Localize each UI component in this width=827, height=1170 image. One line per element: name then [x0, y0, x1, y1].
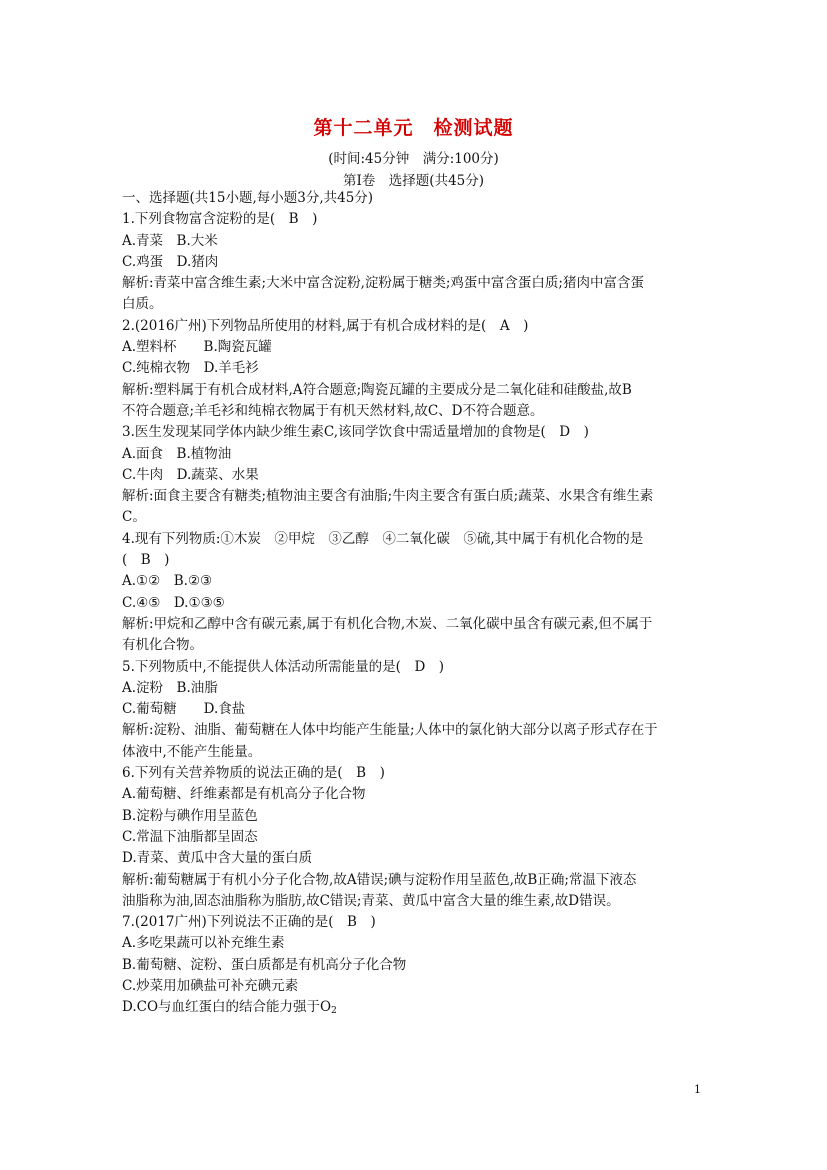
- text-line: 解析:甲烷和乙醇中含有碳元素,属于有机化合物,木炭、二氧化碳中虽含有碳元素,但不属于: [122, 615, 653, 632]
- text-line: B.葡萄糖、淀粉、蛋白质都是有机高分子化合物: [122, 956, 407, 973]
- text-line: 6.下列有关营养物质的说法正确的是( B ): [122, 765, 385, 782]
- text-lines: [122, 188, 707, 997]
- text-line: 解析:面食主要含有糖类;植物油主要含有油脂;牛肉主要含有蛋白质;蔬菜、水果含有维生素: [122, 488, 654, 505]
- text-line: A.淀粉 B.油脂: [122, 679, 218, 696]
- text-line: C.鸡蛋 D.猪肉: [122, 253, 219, 270]
- text-line: 2.(2016广州)下列物品所使用的材料,属于有机合成材料的是( A ): [122, 317, 529, 334]
- text-line: B.淀粉与碘作用呈蓝色: [122, 807, 258, 824]
- text-line: 3.医生发现某同学体内缺少维生素C,该同学饮食中需适量增加的食物是( D ): [122, 424, 589, 441]
- text-line: 5.下列物质中,不能提供人体活动所需能量的是( D ): [122, 658, 445, 675]
- text-line: 1.下列食物富含淀粉的是( B ): [122, 211, 318, 228]
- text-line: A.多吃果蔬可以补充维生素: [122, 935, 285, 952]
- text-line: 7.(2017广州)下列说法不正确的是( B ): [122, 914, 376, 931]
- page-title: 第十二单元 检测试题: [313, 117, 514, 139]
- text-line: A.葡萄糖、纤维素都是有机高分子化合物: [122, 786, 366, 803]
- page-number: 1: [694, 1083, 701, 1096]
- text-line: 油脂称为油,固态油脂称为脂肪,故C错误;青菜、黄瓜中富含大量的维生素,故D错误。: [122, 892, 620, 909]
- text-line: A.①② B.②③: [122, 573, 213, 590]
- text-line: C.牛肉 D.蔬菜、水果: [122, 466, 259, 483]
- text-line: 有机化合物。: [122, 637, 203, 654]
- text-line: 一、选择题(共15小题,每小题3分,共45分): [122, 190, 374, 206]
- text-line: 4.现有下列物质:①木炭 ②甲烷 ③乙醇 ④二氧化碳 ⑤硫,其中属于有机化合物的是: [122, 530, 644, 547]
- section-header: 第Ⅰ卷 选择题(共45分): [342, 173, 485, 189]
- text-line: 解析:葡萄糖属于有机小分子化合物,故A错误;碘与淀粉作用呈蓝色,故B正确;常温下液态: [122, 871, 637, 888]
- text-line: C.葡萄糖 D.食盐: [122, 701, 246, 718]
- text-line: C.④⑤ D.①③⑤: [122, 594, 225, 611]
- text-line: A.青菜 B.大米: [122, 232, 218, 249]
- text-line: 体液中,不能产生能量。: [122, 743, 262, 760]
- text-line-last: [122, 997, 707, 1018]
- subscript-2: 2: [331, 1006, 337, 1017]
- text-line: 不符合题意;羊毛衫和纯棉衣物属于有机天然材料,故C、D不符合题意。: [122, 402, 544, 419]
- text-line: D.青菜、黄瓜中含大量的蛋白质: [122, 850, 313, 867]
- text-line: 解析:青菜中富含维生素;大米中富含淀粉,淀粉属于糖类;鸡蛋中富含蛋白质;猪肉中富含蛋: [122, 275, 644, 292]
- question-body: [122, 188, 707, 1019]
- text-line: 解析:淀粉、油脂、葡萄糖在人体中均能产生能量;人体中的氯化钠大部分以离子形式存在于: [122, 722, 658, 739]
- text-line: 解析:塑料属于有机合成材料,A符合题意;陶瓷瓦罐的主要成分是二氧化硅和硅酸盐,故B: [122, 381, 632, 398]
- exam-time-score: (时间:45分钟 满分:100分): [328, 151, 499, 167]
- text-line: C.炒菜用加碘盐可补充碘元素: [122, 977, 299, 994]
- text-line: 白质。: [122, 296, 163, 313]
- text-line: C.常温下油脂都呈固态: [122, 828, 258, 845]
- text-line: C.纯棉衣物 D.羊毛衫: [122, 360, 259, 377]
- text-line: A.面食 B.植物油: [122, 445, 232, 462]
- last-line-text: D.CO与血红蛋白的结合能力强于O: [122, 999, 332, 1016]
- text-line: ( B ): [122, 552, 170, 569]
- text-line: C。: [122, 509, 146, 526]
- text-line: A.塑料杯 B.陶瓷瓦罐: [122, 339, 272, 356]
